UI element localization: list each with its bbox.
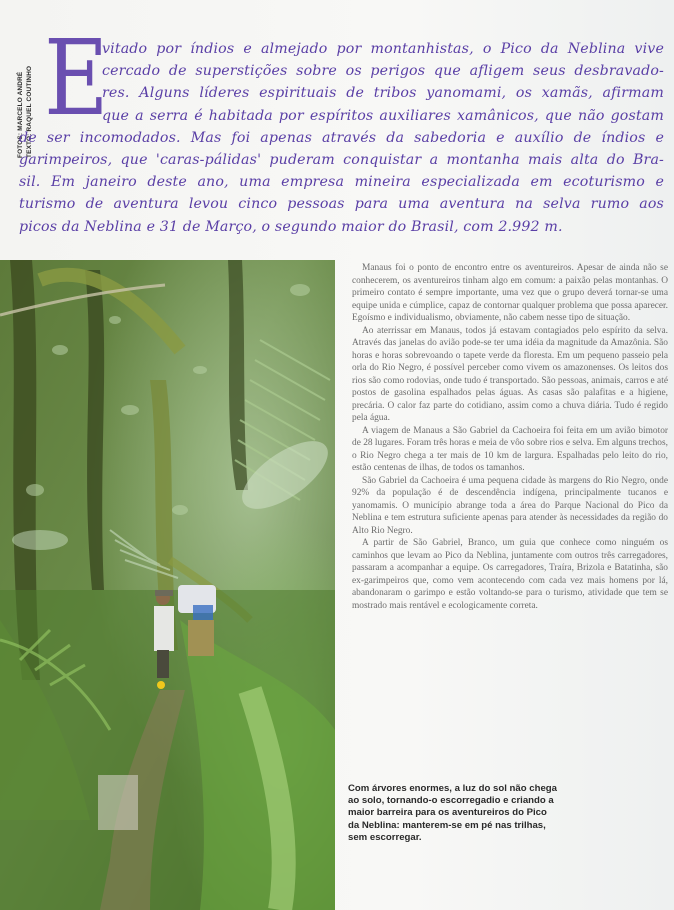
body-paragraph: Ao aterrissar em Manaus, todos já estavam contagiados pelo espírito da selva. Através das janelas do avião pode-se ter uma idéia da magnitude da Amazônia. São horas e horas sobrevoando o tapete verde da floresta. Em um pequeno passeio pela orla do Rio Negro, é possível perceber como vivem os amazonenses. Os leitos dos rios são como rodovias, onde tudo é transportado. São pessoas, animais, carros e até postos de gasolina espalhados pelas águas. As casas são palafitas e a higiene, precária. O calor faz parte do cotidiano, assim como a chuva diária. Tudo é regido pela água. [352,325,668,423]
intro-line: que a serra é habitada por espíritos auxiliares xamânicos, que não gostam [102,107,664,124]
intro-line: res. Alguns líderes espirituais de tribos yanomami, os xamãs, afirmam [102,85,664,102]
article-body [352,262,668,612]
intro-line: turismo de aventura levou cinco pessoas para uma aventura na selva rumo aos [19,196,664,213]
intro-line: sil. Em janeiro deste ano, uma empresa mineira especializada em ecoturismo e [19,174,664,191]
intro-line: vitado por índios e almejado por montanhistas, o Pico da Neblina vive [102,41,664,57]
intro-line: de ser incomodados. Mas foi apenas através da sabedoria e auxílio de índios e [19,129,664,146]
intro-line: picos da Neblina e 31 de Março, o segundo maior do Brasil, com 2.992 m. [19,218,563,235]
body-paragraph: São Gabriel da Cachoeira é uma pequena cidade às margens do Rio Negro, onde 92% da população é de descendência indígena, principalmente tucanos e yanomamis. O município abrange toda a área do Parque Nacional do Pico da Neblina e tem estrutura suficiente apenas para atender às necessidades da região do Alto Rio Negro. [352,475,668,536]
body-paragraph: A partir de São Gabriel, Branco, um guia que conhece como ninguém os caminhos que levam ao Pico da Neblina, juntamente com outros três carregadores, passaram a acompanhar a equipe. Os carregadores, Traíra, Brizola e Batatinha, são ex-garimpeiros que, como vem acontecendo com cada vez mais homens por lá, abandonaram o garimpo e estão voltando-se para o turismo, atividade que tem se mostrado mais rentável e ecologicamente correta. [352,538,668,611]
text-credit: TEXTO: RAQUEL COUTINHO [26,65,33,158]
body-paragraph: Manaus foi o ponto de encontro entre os aventureiros. Apesar de ainda não se conhecerem, os aventureiros tinham algo em comum: a paixão pelas montanhas. O primeiro contato é sempre importante, uma vez que o grupo deverá tornar-se uma equipe unida e cúmplice, capaz de contornar qualquer problema que possa aparecer. Egoísmo e individualismo, obviamente, não cabem nesse tipo de situação. [352,263,668,323]
body-paragraph: A viagem de Manaus a São Gabriel da Cachoeira foi feita em um avião bimotor de 28 lugares. Foram três horas e meia de vôo sobre rios e selva. Em alguns trechos, o Rio Negro chega a ter mais de 10 km de largura. Espalhadas pelo leito do rio, estão centenas de ilhas, de todos os tamanhos. [352,425,668,473]
intro-line: cercado de superstições sobre os perigos que afligem seus desbravado- [102,63,664,80]
photo-caption: Com árvores enormes, a luz do sol não chega ao solo, tornando-o escorregadio e criando a maior barreira para os aventureiros do Pico da Neblina: manterem-se em pé nas trilhas, sem escorregar. [348,783,557,843]
intro-line: garimpeiros, que 'caras-pálidas' puderam conquistar a montanha mais alta do Bra- [19,152,664,169]
photo-credit: FOTOS: MARCELO ANDRÉ [17,71,24,158]
rainforest-photo [0,260,335,910]
drop-cap: E [44,17,109,139]
